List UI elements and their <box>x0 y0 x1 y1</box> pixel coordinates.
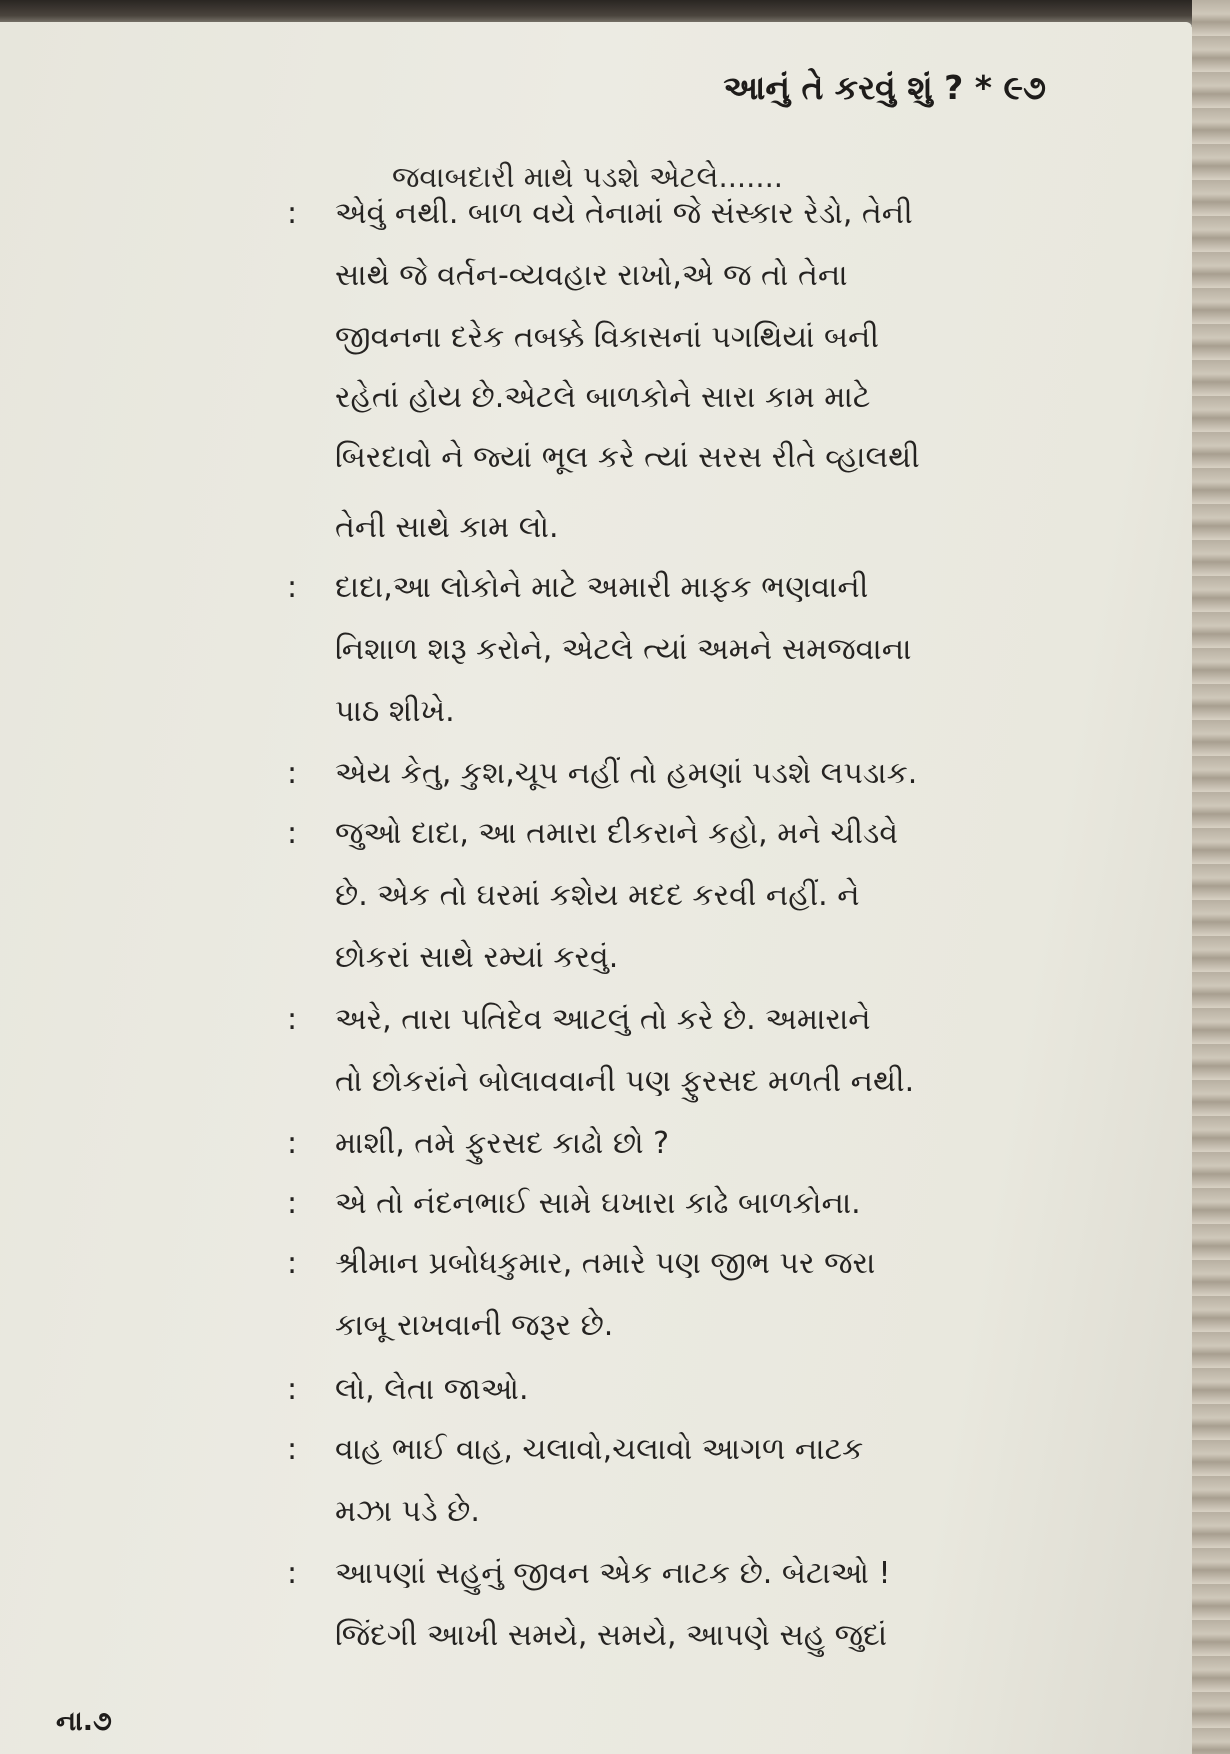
dialogue-line: મઝા પડે છે. <box>335 1494 480 1529</box>
speaker-colon: : <box>287 1556 298 1591</box>
dialogue-line: શ્રીમાન પ્રબોધકુમાર, તમારે પણ જીભ પર જરા <box>335 1246 876 1281</box>
dialogue-line: તો છોકરાંને બોલાવવાની પણ ફુરસદ મળતી નથી. <box>335 1064 915 1099</box>
dialogue-line: જિંદગી આખી સમયે, સમયે, આપણે સહુ જુદાં <box>335 1618 888 1653</box>
speaker-colon: : <box>287 1432 298 1467</box>
dialogue-line: એવું નથી. બાળ વયે તેનામાં જે સંસ્કાર રેડો, તેની <box>335 196 913 231</box>
page-edge <box>1192 0 1230 1754</box>
dialogue-line: એય કેતુ, કુશ,ચૂપ નહીં તો હમણાં પડશે લપડાક. <box>335 756 918 791</box>
dialogue-line: છે. એક તો ઘરમાં કશેય મદદ કરવી નહીં. ને <box>335 878 860 913</box>
page-signature: ના.૭ <box>56 1706 112 1737</box>
speaker-colon: : <box>287 1186 298 1221</box>
speaker-colon: : <box>287 1372 298 1407</box>
dialogue-line: લો, લેતા જાઓ. <box>335 1372 529 1407</box>
dialogue-line: પાઠ શીખે. <box>335 694 455 729</box>
dialogue-line: નિશાળ શરૂ કરોને, એટલે ત્યાં અમને સમજવાના <box>335 632 912 667</box>
speaker-colon: : <box>287 1002 298 1037</box>
dialogue-subhead: જવાબદારી માથે પડશે એટલે....... <box>392 160 783 194</box>
dialogue-line: સાથે જે વર્તન-વ્યવહાર રાખો,એ જ તો તેના <box>335 258 848 293</box>
dialogue-line: એ તો નંદનભાઈ સામે ઘખારા કાઢે બાળકોના. <box>335 1186 861 1221</box>
dialogue-line: અરે, તારા પતિદેવ આટલું તો કરે છે. અમારાને <box>335 1002 871 1037</box>
dialogue-line: રહેતાં હોય છે.એટલે બાળકોને સારા કામ માટે <box>335 380 871 415</box>
dialogue-line: જીવનના દરેક તબક્કે વિકાસનાં પગથિયાં બની <box>335 320 879 355</box>
speaker-colon: : <box>287 570 298 605</box>
dialogue-line: તેની સાથે કામ લો. <box>335 510 559 545</box>
dialogue-line: જુઓ દાદા, આ તમારા દીકરાને કહો, મને ચીડવે <box>335 816 899 851</box>
dialogue-line: દાદા,આ લોકોને માટે અમારી માફક ભણવાની <box>335 570 869 605</box>
speaker-colon: : <box>287 1126 298 1161</box>
dialogue-line: વાહ ભાઈ વાહ, ચલાવો,ચલાવો આગળ નાટક <box>335 1432 864 1467</box>
speaker-colon: : <box>287 1246 298 1281</box>
speaker-colon: : <box>287 196 298 231</box>
page-header: આનું તે કરવું શું ? * ૯૭ <box>723 68 1046 107</box>
dialogue-line: કાબૂ રાખવાની જરૂર છે. <box>335 1308 614 1343</box>
speaker-colon: : <box>287 816 298 851</box>
dialogue-line: માશી, તમે ફુરસદ કાઢો છો ? <box>335 1126 670 1161</box>
dialogue-line: છોકરાં સાથે રમ્યાં કરવું. <box>335 940 619 975</box>
dialogue-line: બિરદાવો ને જ્યાં ભૂલ કરે ત્યાં સરસ રીતે વ્હાલથી <box>335 440 920 475</box>
speaker-colon: : <box>287 756 298 791</box>
dialogue-line: આપણાં સહુનું જીવન એક નાટક છે. બેટાઓ ! <box>335 1556 891 1591</box>
